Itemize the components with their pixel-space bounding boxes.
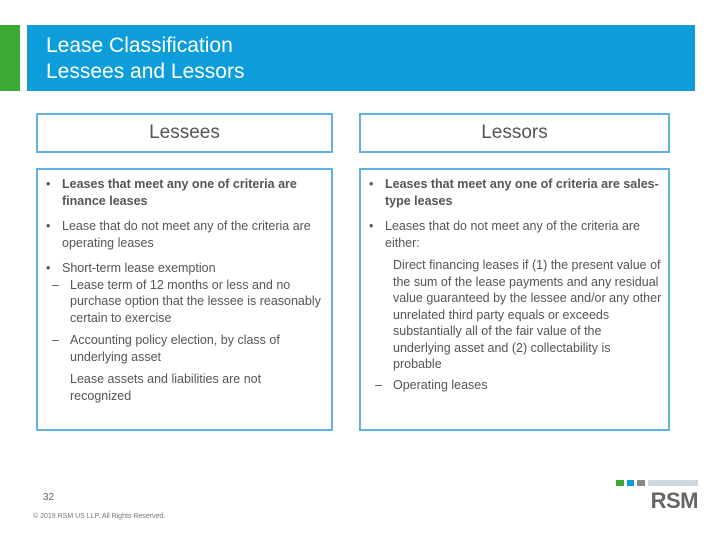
lessors-bullet-other (367, 218, 662, 393)
lessees-panel (36, 168, 333, 431)
lessors-item1-pre: Leases that meet (385, 177, 490, 191)
lessees-note: Lease assets and liabilities are not recognized (70, 372, 262, 403)
lessors-heading: Lessors (359, 113, 670, 153)
bullet-icon: • (46, 177, 51, 191)
lessors-direct-financing: Direct financing leases if (1) the present value of the sum of the lease payments and any residual value guaranteed by the lessee and/or any other unrelated third party equals or exceeds substantially all of the fair value of the underlying asset and (2) collectability is probable (393, 258, 662, 371)
title-line-1: Lease Classification (46, 34, 233, 57)
lessors-bullet-sales-type (367, 176, 662, 209)
lessors-item1-post: of criteria are sales-type leases (385, 177, 659, 208)
slide-title (46, 33, 244, 85)
lessees-sub-lease-term (44, 277, 325, 327)
lessees-bullet-short-term (44, 260, 325, 404)
lessees-sub1-text: Lease term of 12 months or less and no purchase option that the lessee is reasonably certain to exercise (70, 277, 321, 325)
lessors-item2-text: Leases that do not meet any of the criteria are either: (385, 219, 641, 250)
lessors-item1-emph: any one (489, 177, 538, 191)
rsm-logo (614, 480, 698, 520)
dash-icon: – (375, 377, 382, 392)
dash-icon: – (52, 277, 59, 292)
bullet-icon: • (369, 219, 374, 233)
lessees-item2-text: Lease that do not meet any of the criteria are operating leases (62, 219, 311, 250)
logo-bar-3 (637, 480, 645, 486)
header-accent-bar (0, 25, 20, 91)
dash-icon: – (52, 333, 59, 347)
lessors-sub-operating (367, 377, 662, 394)
lessees-heading: Lessees (36, 113, 333, 153)
lessees-item1-post: of criteria are finance leases (62, 177, 297, 208)
lessees-item1-pre: Leases that meet (62, 177, 167, 191)
logo-bars (616, 480, 698, 486)
bullet-icon: • (46, 219, 51, 233)
logo-bar-4 (648, 480, 698, 486)
lessees-item3-text: Short-term lease exemption (62, 261, 216, 275)
logo-bar-1 (616, 480, 624, 486)
logo-text: RSM (650, 488, 698, 513)
page-number: 32 (43, 492, 55, 503)
lessees-sub-policy-election (44, 332, 325, 365)
bullet-icon: • (369, 177, 374, 191)
lessees-item1-emph: any one (166, 177, 215, 191)
title-line-2: Lessees and Lessors (46, 60, 245, 83)
lessors-sub1-text: Operating leases (393, 377, 488, 392)
lessees-sub2-text: Accounting policy election, by class of underlying asset (70, 333, 280, 364)
copyright-notice: © 2019 RSM US LLP. All Rights Reserved. (33, 513, 166, 520)
lessees-bullet-finance (44, 176, 325, 209)
logo-bar-2 (627, 480, 635, 486)
bullet-icon: • (46, 261, 51, 275)
lessors-panel (359, 168, 670, 431)
lessees-bullet-operating (44, 218, 325, 251)
